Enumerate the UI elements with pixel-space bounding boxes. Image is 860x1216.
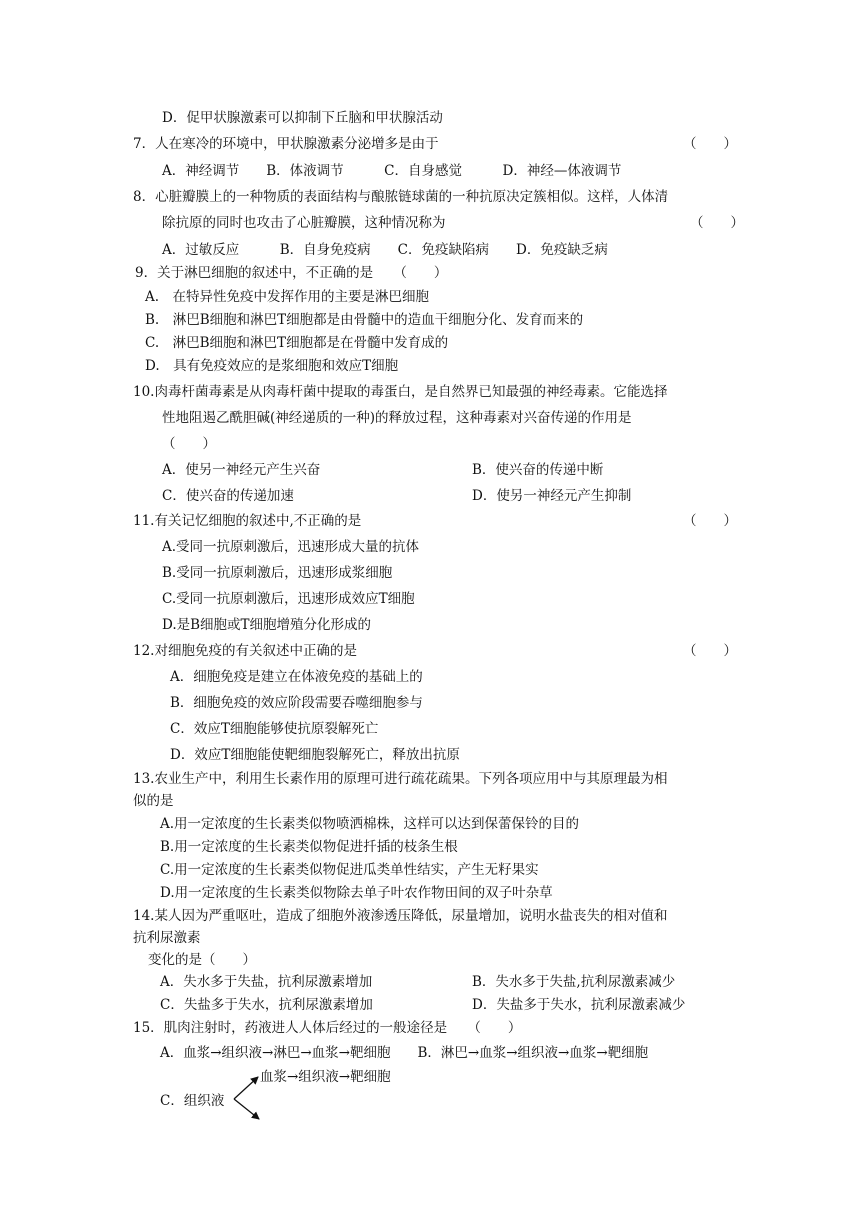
- q13-option-b: B.用一定浓度的生长素类似物促进扦插的枝条生根: [160, 839, 458, 855]
- q10-stem: 10.肉毒杆菌毒素是从肉毒杆菌中提取的毒蛋白，是自然界已知最强的神经毒素。它能选择: [133, 384, 668, 400]
- q14-stem-cont: 抗利尿激素: [133, 930, 201, 946]
- q14-option-c: C．失盐多于失水，抗利尿激素增加: [160, 997, 373, 1013]
- q9-option-c: C. 淋巴B细胞和淋巴T细胞都是在骨髓中发育成的: [145, 335, 449, 351]
- q6-option-d: D．促甲状腺激素可以抑制下丘脑和甲状腺活动: [162, 110, 443, 126]
- q15-stem: 15．肌肉注射时，药液进人人体后经过的一般途径是 （ ）: [133, 1020, 522, 1036]
- q11-stem: 11.有关记忆细胞的叙述中,不正确的是: [133, 513, 362, 529]
- q10-option-a: A．使另一神经元产生兴奋: [162, 462, 321, 478]
- q9-option-a: A. 在特异性免疫中发挥作用的主要是淋巴细胞: [145, 289, 430, 305]
- q10-option-d: D．使另一神经元产生抑制: [472, 488, 632, 504]
- q14-stem: 14.某人因为严重呕吐，造成了细胞外液渗透压降低，尿量增加，说明水盐丧失的相对值和: [133, 908, 668, 924]
- q15-option-c-upper-path: 血浆→组织液→靶细胞: [260, 1069, 391, 1085]
- q12-stem: 12.对细胞免疫的有关叙述中正确的是: [133, 643, 357, 659]
- q11-answer-blank: （ ）: [683, 513, 737, 529]
- q8-stem: 8．心脏瓣膜上的一种物质的表面结构与酿脓链球菌的一种抗原决定簇相似。这样，人体清: [133, 189, 669, 205]
- q9-stem: 9．关于淋巴细胞的叙述中，不正确的是 （ ）: [135, 265, 448, 281]
- q10-option-c: C．使兴奋的传递加速: [162, 488, 294, 504]
- q13-option-a: A.用一定浓度的生长素类似物喷洒棉株，这样可以达到保蕾保铃的目的: [160, 816, 580, 832]
- q7-options: A．神经调节 B．体液调节 C．自身感觉 D．神经—体液调节: [162, 163, 622, 179]
- q11-option-c: C.受同一抗原刺激后，迅速形成效应T细胞: [162, 591, 415, 607]
- q12-answer-blank: （ ）: [683, 643, 737, 659]
- q7-answer-blank: （ ）: [683, 136, 737, 152]
- q7-stem: 7．人在寒冷的环境中，甲状腺激素分泌增多是由于: [133, 136, 439, 152]
- q8-answer-blank: （ ）: [690, 215, 744, 231]
- q9-option-d: D. 具有免疫效应的是浆细胞和效应T细胞: [145, 358, 399, 374]
- q11-option-b: B.受同一抗原刺激后，迅速形成浆细胞: [162, 565, 393, 581]
- q8-stem-cont: 除抗原的同时也攻击了心脏瓣膜，这种情况称为: [162, 215, 446, 231]
- q9-option-b: B. 淋巴B细胞和淋巴T细胞都是由骨髓中的造血干细胞分化、发育而来的: [145, 312, 584, 328]
- branch-arrow-down: [234, 1099, 259, 1119]
- q13-stem-cont: 似的是: [133, 793, 174, 809]
- q13-option-d: D.用一定浓度的生长素类似物除去单子叶农作物田间的双子叶杂草: [160, 885, 553, 901]
- q14-option-d: D．失盐多于失水，抗利尿激素减少: [472, 997, 686, 1013]
- q10-option-b: B．使兴奋的传递中断: [472, 462, 604, 478]
- q14-option-a: A．失水多于失盐，抗利尿激素增加: [160, 974, 373, 990]
- q14-stem-cont2: 变化的是（ ）: [148, 952, 256, 968]
- q10-stem-cont: 性地阻遏乙酰胆碱(神经递质的一种)的释放过程，这种毒素对兴奋传递的作用是: [162, 410, 632, 426]
- q14-option-b: B．失水多于失盐,抗利尿激素减少: [472, 974, 676, 990]
- q15-option-c-label: C．组织液: [160, 1093, 225, 1109]
- branch-arrow-up: [234, 1077, 258, 1099]
- q8-options: A．过敏反应 B．自身免疫病 C．免疫缺陷病 D．免疫缺乏病: [162, 242, 608, 258]
- q11-option-d: D.是B细胞或T细胞增殖分化形成的: [162, 617, 372, 633]
- q15-options-ab: A．血浆→组织液→淋巴→血浆→靶细胞 B．淋巴→血浆→组织液→血浆→靶细胞: [160, 1045, 649, 1061]
- q12-option-c: C．效应T细胞能够使抗原裂解死亡: [170, 721, 379, 737]
- q13-option-c: C.用一定浓度的生长素类似物促进瓜类单性结实，产生无籽果实: [160, 862, 539, 878]
- q12-option-b: B．细胞免疫的效应阶段需要吞噬细胞参与: [170, 695, 423, 711]
- q10-answer-blank: （ ）: [162, 436, 216, 452]
- q12-option-a: A．细胞免疫是建立在体液免疫的基础上的: [170, 669, 423, 685]
- q11-option-a: A.受同一抗原刺激后，迅速形成大量的抗体: [162, 539, 420, 555]
- q12-option-d: D．效应T细胞能使靶细胞裂解死亡，释放出抗原: [170, 747, 460, 763]
- q13-stem: 13.农业生产中，利用生长素作用的原理可进行疏花疏果。下列各项应用中与其原理最为相: [133, 771, 668, 787]
